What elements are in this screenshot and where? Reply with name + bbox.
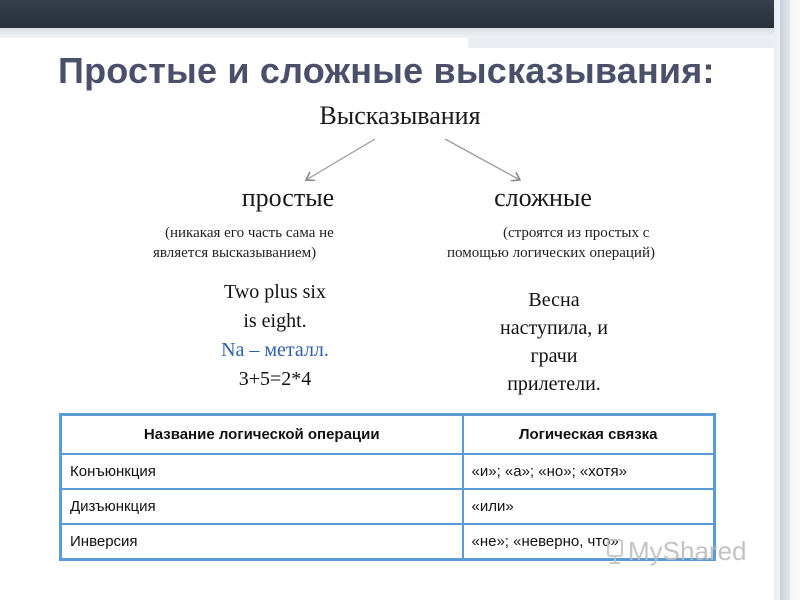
simple-example: is eight. [243, 310, 307, 332]
simple-note-line2: является высказыванием) [153, 245, 317, 261]
simple-label: простые [241, 183, 335, 212]
complex-note-line2: помощью логических операций) [447, 245, 655, 261]
simple-example: 3+5=2*4 [238, 368, 312, 390]
operation-name-cell: Инверсия [61, 524, 463, 560]
simple-note-line1: (никакая его часть сама не [165, 225, 334, 241]
simple-examples [190, 278, 360, 394]
complex-label: сложные [494, 183, 592, 212]
arrow-left [306, 139, 375, 180]
complex-example [474, 286, 634, 398]
simple-example: Na – металл. [221, 339, 329, 361]
table-row [61, 454, 715, 489]
watermark-icon [606, 538, 624, 564]
table-row [61, 489, 715, 524]
arrow-right [445, 139, 520, 180]
header-connective: Логическая связка [463, 415, 715, 455]
slide-title: Простые и сложные высказывания: [58, 50, 715, 91]
complex-example-line: прилетели. [507, 373, 601, 395]
simple-example: Two plus six [224, 281, 326, 303]
operation-name-cell: Конъюнкция [61, 454, 463, 489]
complex-example-line: Весна [528, 289, 580, 311]
header-operation-name: Название логической операции [61, 415, 463, 455]
watermark [606, 536, 747, 567]
root-concept: Высказывания [319, 101, 481, 130]
complex-note-line1: (строятся из простых с [503, 225, 650, 241]
operation-name-cell: Дизъюнкция [61, 489, 463, 524]
complex-example-line: грачи [530, 345, 578, 367]
connective-cell: «не»; «неверно, что» [463, 524, 715, 560]
table-header-row [61, 415, 715, 455]
connective-cell: «или» [463, 489, 715, 524]
complex-example-line: наступила, и [500, 317, 608, 339]
connective-cell: «и»; «а»; «но»; «хотя» [463, 454, 715, 489]
watermark-text: MyShared [628, 536, 747, 566]
